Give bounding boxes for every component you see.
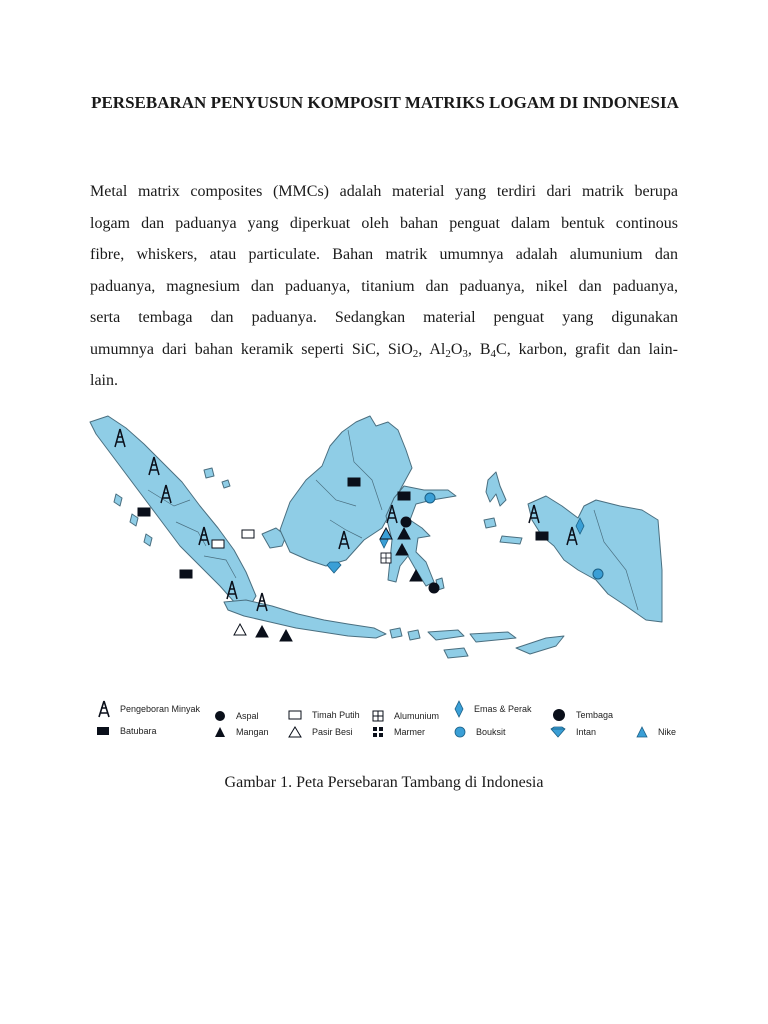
paragraph-line: paduanya, magnesium dan paduanya, titanium dan paduanya, nikel dan paduanya, [90,277,678,295]
figure-caption: Gambar 1. Peta Persebaran Tambang di Indonesia [224,774,544,791]
legend-label: Marmer [394,727,425,737]
legend-label: Timah Putih [312,710,360,720]
tin-marker [242,530,254,538]
legend-item [288,710,360,720]
legend-item [96,726,157,736]
blue-triangle-icon [636,726,648,738]
legend-item [454,700,532,718]
legend-item [454,726,506,738]
legend-item [550,726,596,738]
manganese-marker [256,626,268,637]
blue-circle-icon [454,726,466,738]
map-legend [92,700,692,750]
grid-square-filled-icon [372,726,384,738]
halmahera-island [486,472,506,506]
asphalt-marker [401,517,411,527]
outline-rectangle-icon [288,710,302,720]
legend-label: Emas & Perak [474,704,532,714]
paragraph-line: umumnya dari bahan keramik seperti SiC, SiO$_2$, $Al_2O_3$, $B_4C$, karbon, grafit dan lain- [90,340,679,360]
indonesia-mining-map [86,410,666,668]
dark-circle-icon [552,708,566,722]
copper-marker [429,583,439,593]
legend-item [214,726,269,738]
coal-marker [348,478,360,486]
landmass-group [90,416,662,658]
bauxite-marker [593,569,603,579]
manganese-marker [280,630,292,641]
riau-islets [204,468,230,488]
sumba-island [444,648,468,658]
coal-marker [398,492,410,500]
paragraph-line: Metal matrix composites (MMCs) adalah material yang terdiri dari matrik berupa [90,183,678,200]
legend-item [636,726,676,738]
legend-item [288,726,353,738]
body-paragraph [90,176,678,397]
legend-item [552,708,613,722]
grid-square-outline-icon [372,710,384,722]
sumatra-island [90,416,256,606]
flores-island [470,632,516,642]
lombok-island [408,630,420,640]
diamond-gem-marker [327,562,341,573]
sumbawa-island [428,630,464,640]
paragraph-line: serta tembaga dan paduanya. Sedangkan material penguat yang digunakan [90,309,678,326]
timor-island [516,636,564,654]
paragraph-line: fibre, whiskers, atau particulate. Bahan matrik umumnya adalah alumunium dan [90,246,678,263]
iron-sand-marker [234,624,246,635]
legend-label: Bouksit [476,727,506,737]
legend-label: Pengeboran Minyak [120,704,201,714]
filled-circle-icon [214,710,226,722]
legend-label: Aspal [236,711,259,721]
paragraph-line: logam dan paduanya yang diperkuat oleh bahan penguat dalam bentuk continous [90,214,678,232]
paragraph-line: lain. [90,372,118,389]
legend-item [372,710,439,722]
bali-island [390,628,402,638]
coal-marker [536,532,548,540]
java-island [224,600,386,638]
oil-rig-icon [98,700,110,718]
bauxite-marker [425,493,435,503]
sulawesi-island [386,486,456,586]
legend-label: Alumunium [394,711,440,721]
legend-label: Pasir Besi [312,727,353,737]
filled-rectangle-icon [96,726,110,736]
legend-label: Mangan [236,727,269,737]
legend-item [214,710,259,722]
coal-marker [138,508,150,516]
legend-label: Batubara [120,726,157,736]
legend-item [372,726,425,738]
document-title: PERSEBARAN PENYUSUN KOMPOSIT MATRIKS LOGAM DI INDONESIA [91,93,679,112]
legend-item [98,700,200,718]
coal-marker [180,570,192,578]
filled-triangle-icon [214,726,226,738]
gem-icon [550,726,566,738]
legend-label: Intan [576,727,597,737]
legend-label: Tembaga [576,710,614,720]
diamond-icon [454,700,464,718]
outline-triangle-icon [288,726,302,738]
tin-marker [212,540,224,548]
papua-island [528,496,662,622]
legend-label: Nike [658,727,677,737]
